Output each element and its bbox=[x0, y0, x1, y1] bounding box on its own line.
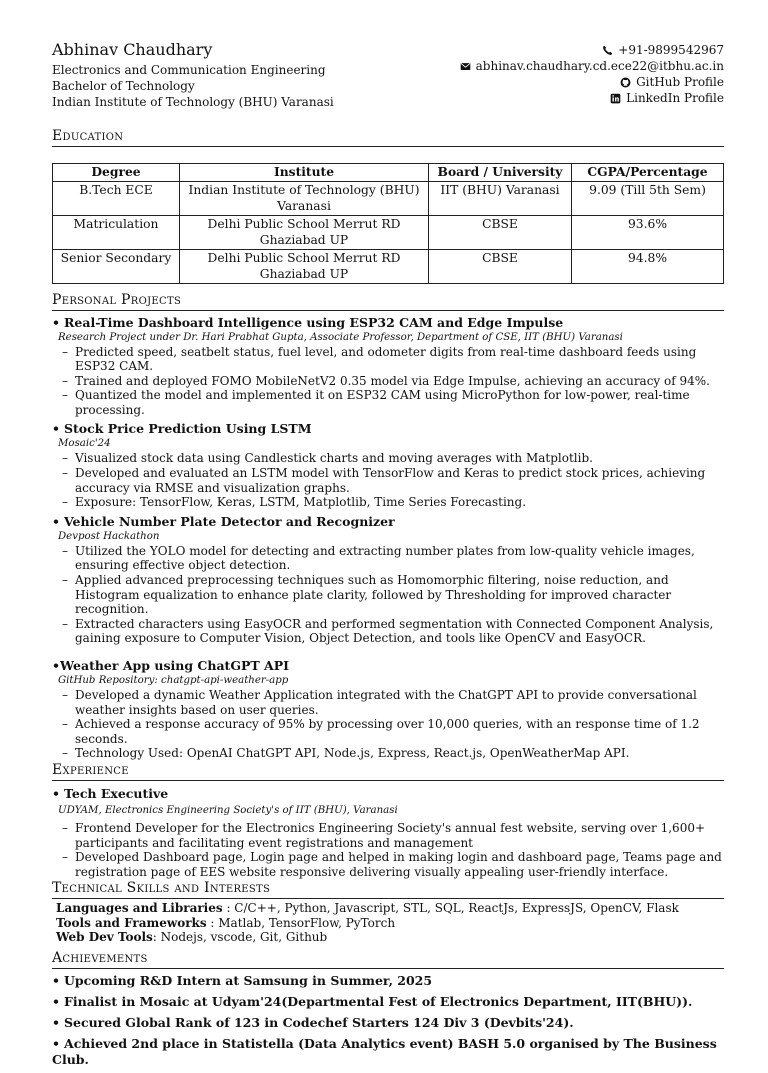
project-points bbox=[52, 451, 724, 509]
project-subtitle: Research Project under Dr. Hari Prabhat Gupta, Associate Professor, Department of CSE, IIT (BHU) Varanasi bbox=[58, 331, 623, 343]
cell-degree: Matriculation bbox=[53, 215, 180, 249]
col-institute: Institute bbox=[180, 164, 429, 182]
project-subtitle: Devpost Hackathon bbox=[58, 530, 160, 542]
cell-cgpa: 93.6% bbox=[572, 215, 724, 249]
header-degree: Bachelor of Technology bbox=[52, 79, 195, 93]
phone-icon bbox=[602, 45, 613, 56]
project-subtitle: Mosaic'24 bbox=[58, 438, 111, 450]
phone-contact[interactable] bbox=[460, 42, 724, 58]
list-item: – Exposure: TensorFlow, Keras, LSTM, Matplotlib, Time Series Forecasting. bbox=[62, 495, 724, 510]
github-link[interactable] bbox=[460, 74, 724, 90]
project-item bbox=[52, 658, 724, 761]
list-item: – Utilized the YOLO model for detecting and extracting number plates from low-quality vehicle images, ensuring effective object detection. bbox=[62, 544, 724, 573]
project-title: • Stock Price Prediction Using LSTM bbox=[52, 421, 312, 437]
resume-header bbox=[52, 40, 724, 110]
list-item: – Developed a dynamic Weather Application integrated with the ChatGPT API to provide conversational weather insights based on user queries. bbox=[62, 688, 724, 717]
cell-institute: Delhi Public School Merrut RD Ghaziabad UP bbox=[180, 215, 429, 249]
experience-role: • Tech Executive bbox=[52, 785, 169, 801]
list-item: – Frontend Developer for the Electronics Engineering Society's annual fest website, serving over 1,600+ participants and facilitating event registrations and management bbox=[62, 821, 724, 850]
projects-title: Personal Projects bbox=[52, 291, 182, 308]
projects-section-header bbox=[52, 291, 724, 311]
experience-section-header bbox=[52, 761, 724, 781]
list-item: – Developed Dashboard page, Login page and helped in making login and dashboard page, Teams page and registration page of EES website responsive delivering visually appealing user-friendly interface. bbox=[62, 850, 724, 879]
list-item: – Developed and evaluated an LSTM model with TensorFlow and Keras to predict stock prices, achieving accuracy via RMSE and visualization graphs. bbox=[62, 466, 724, 495]
table-row bbox=[53, 249, 724, 283]
email-contact[interactable] bbox=[460, 58, 724, 74]
experience-org: UDYAM, Electronics Engineering Society's of IIT (BHU), Varanasi bbox=[58, 804, 398, 816]
project-subtitle: GitHub Repository: chatgpt-api-weather-app bbox=[58, 675, 289, 686]
list-item: – Visualized stock data using Candlestick charts and moving averages with Matplotlib. bbox=[62, 451, 724, 466]
table-row bbox=[53, 215, 724, 249]
experience-title: Experience bbox=[52, 761, 129, 778]
project-title: •Weather App using ChatGPT API bbox=[52, 658, 289, 673]
cell-degree: Senior Secondary bbox=[53, 249, 180, 283]
col-degree: Degree bbox=[53, 164, 180, 182]
github-icon bbox=[620, 77, 631, 88]
list-item: • Upcoming R&D Intern at Samsung in Summer, 2025 bbox=[52, 972, 433, 988]
skills-section-header bbox=[52, 879, 724, 899]
project-points bbox=[52, 544, 724, 646]
project-item bbox=[52, 421, 724, 509]
list-item: • Achieved 2nd place in Statistella (Data Analytics event) BASH 5.0 organised by The Business Club. bbox=[52, 1035, 717, 1067]
cell-cgpa: 94.8% bbox=[572, 249, 724, 283]
skills-title: Technical Skills and Interests bbox=[52, 880, 271, 897]
list-item: – Trained and deployed FOMO MobileNetV2 0.35 model via Edge Impulse, achieving an accuracy of 94%. bbox=[62, 374, 724, 389]
project-title: • Real-Time Dashboard Intelligence using ESP32 CAM and Edge Impulse bbox=[52, 314, 564, 330]
education-title: Education bbox=[52, 128, 124, 144]
resume-page bbox=[52, 40, 724, 1073]
candidate-name: Abhinav Chaudhary bbox=[52, 40, 213, 59]
education-section-header bbox=[52, 127, 724, 147]
col-board: Board / University bbox=[429, 164, 572, 182]
cell-institute: Delhi Public School Merrut RD Ghaziabad UP bbox=[180, 249, 429, 283]
contact-block bbox=[460, 42, 724, 106]
phone-number: +91-9899542967 bbox=[618, 43, 724, 57]
list-item: • Secured Global Rank of 123 in Codechef Starters 124 Div 3 (Devbits'24). bbox=[52, 1014, 574, 1030]
header-left bbox=[52, 40, 334, 110]
list-item: • Finalist in Mosaic at Udyam'24(Departmental Fest of Electronics Department, IIT(BHU)). bbox=[52, 993, 693, 1009]
linkedin-label: LinkedIn Profile bbox=[626, 91, 724, 105]
cell-degree: B.Tech ECE bbox=[53, 181, 180, 215]
github-label: GitHub Profile bbox=[636, 75, 724, 89]
education-header-row bbox=[53, 164, 724, 182]
skills-tools: Tools and Frameworks : Matlab, TensorFlow, PyTorch bbox=[56, 915, 396, 930]
envelope-icon bbox=[460, 61, 471, 72]
cell-board: IIT (BHU) Varanasi bbox=[429, 181, 572, 215]
project-title: • Vehicle Number Plate Detector and Recognizer bbox=[52, 513, 395, 529]
skills-languages: Languages and Libraries : C/C++, Python, Javascript, STL, SQL, ReactJs, ExpressJS, OpenCV, Flask bbox=[56, 901, 679, 916]
skills-webdev: Web Dev Tools: Nodejs, vscode, Git, Github bbox=[56, 930, 328, 945]
achievements-title: Achievements bbox=[52, 949, 148, 966]
list-item: – Predicted speed, seatbelt status, fuel level, and odometer digits from real-time dashboard feeds using ESP32 CAM. bbox=[62, 345, 724, 374]
list-item: – Technology Used: OpenAI ChatGPT API, Node.js, Express, React.js, OpenWeatherMap API. bbox=[62, 746, 724, 761]
table-row bbox=[53, 181, 724, 215]
cell-board: CBSE bbox=[429, 249, 572, 283]
cell-cgpa: 9.09 (Till 5th Sem) bbox=[572, 181, 724, 215]
project-item bbox=[52, 315, 724, 418]
project-points bbox=[52, 688, 724, 761]
list-item: – Quantized the model and implemented it on ESP32 CAM using MicroPython for low-power, real-time processing. bbox=[62, 388, 724, 417]
achievements-list bbox=[52, 973, 724, 1068]
linkedin-link[interactable] bbox=[460, 90, 724, 106]
cell-institute: Indian Institute of Technology (BHU) Varanasi bbox=[180, 181, 429, 215]
skills-list bbox=[56, 901, 724, 944]
project-points bbox=[52, 345, 724, 418]
project-item bbox=[52, 514, 724, 646]
header-institute: Indian Institute of Technology (BHU) Varanasi bbox=[52, 95, 334, 109]
list-item: – Achieved a response accuracy of 95% by processing over 10,000 queries, with an response time of 1.2 seconds. bbox=[62, 717, 724, 746]
email-address: abhinav.chaudhary.cd.ece22@itbhu.ac.in bbox=[475, 59, 724, 73]
cell-board: CBSE bbox=[429, 215, 572, 249]
col-cgpa: CGPA/Percentage bbox=[572, 164, 724, 182]
education-table bbox=[52, 163, 724, 284]
experience-item bbox=[52, 786, 724, 879]
achievements-section-header bbox=[52, 949, 724, 969]
list-item: – Extracted characters using EasyOCR and performed segmentation with Connected Component Analysis, gaining exposure to Computer Vision, Object Detection, and tools like OpenCV and EasyOCR. bbox=[62, 617, 724, 646]
experience-points bbox=[52, 821, 724, 879]
linkedin-icon bbox=[610, 93, 621, 104]
list-item: – Applied advanced preprocessing techniques such as Homomorphic filtering, noise reduction, and Histogram equalization to enhance plate clarity, followed by Thresholding for improved character recognition. bbox=[62, 573, 724, 617]
header-branch: Electronics and Communication Engineering bbox=[52, 63, 326, 77]
